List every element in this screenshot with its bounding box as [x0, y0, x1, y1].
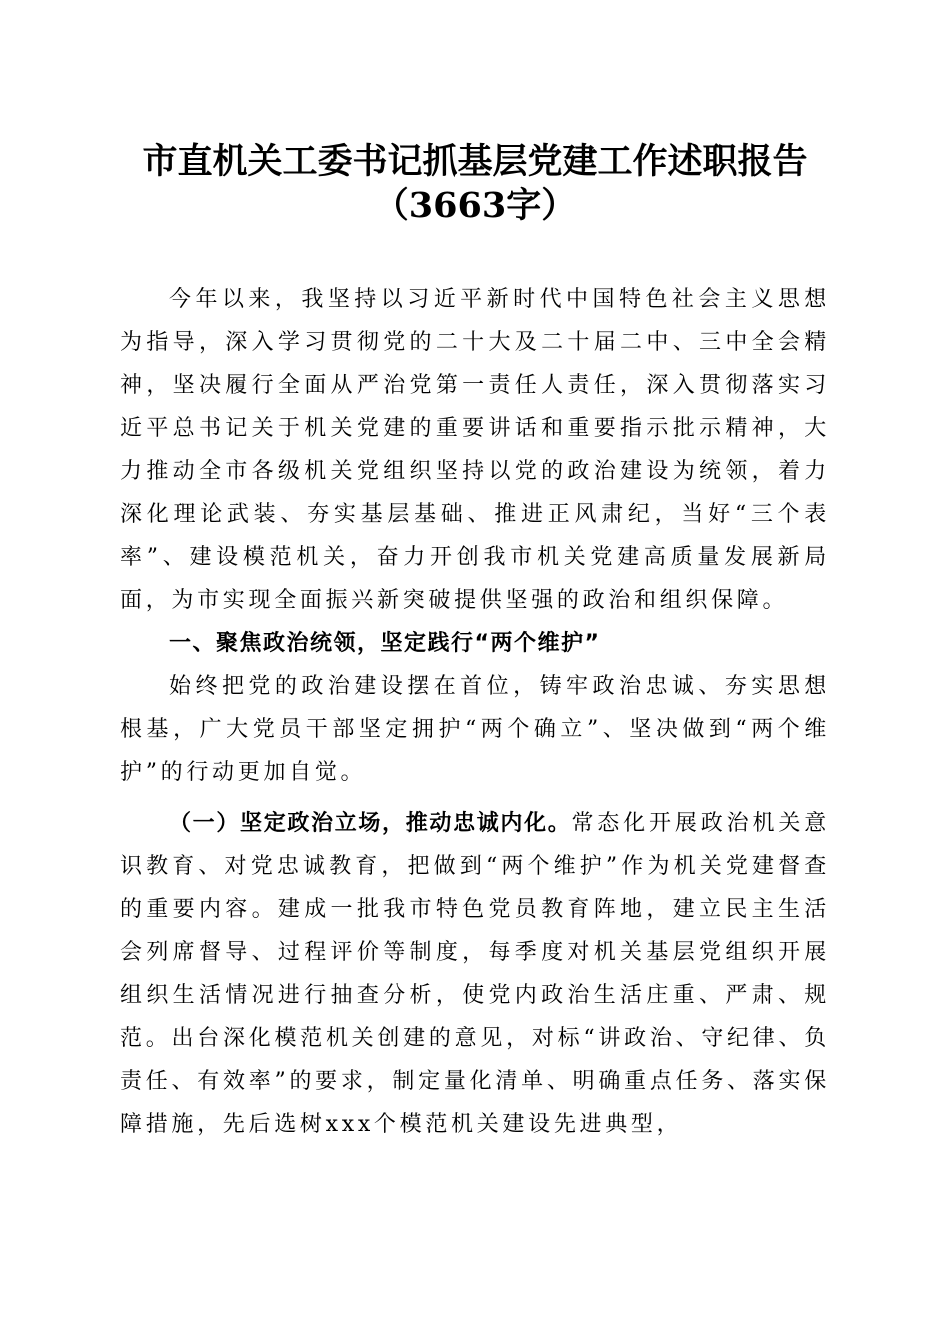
section-heading-1: 一、聚焦政治统领，坚定践行“两个维护” — [169, 631, 601, 656]
document-body — [120, 278, 830, 1146]
subsection1-text: 常态化开展政治机关意识教育、对党忠诚教育，把做到“两个维护”作为机关党建督查的重要内容。建成一批我市特色党员教育阵地，建立民主生活会列席督导、过程评价等制度，每季度对机关基层党组织开展组织生活情况进行抽查分析，使党内政治生活庄重、严肃、规范。出台深化模范机关创建的意见，对标“讲政治、守纪律、负责任、有效率”的要求，制定量化清单、明确重点任务、落实保障措施，先后选树xxx个模范机关建设先进典型， — [120, 811, 830, 1137]
subsection1-paragraph — [120, 802, 830, 1146]
document-word-count: （3663字） — [373, 185, 577, 226]
subsection1-heading: （一）坚定政治立场，推动忠诚内化。 — [169, 811, 572, 836]
intro-paragraph: 今年以来，我坚持以习近平新时代中国特色社会主义思想为指导，深入学习贯彻党的二十大及二十届二中、三中全会精神，坚决履行全面从严治党第一责任人责任，深入贯彻落实习近平总书记关于机关党建的重要讲话和重要指示批示精神，大力推动全市各级机关党组织坚持以党的政治建设为统领，着力深化理论武装、夯实基层基础、推进正风肃纪，当好“三个表率”、建设模范机关，奋力开创我市机关党建高质量发展新局面，为市实现全面振兴新突破提供坚强的政治和组织保障。 — [120, 287, 830, 613]
document-title: 市直机关工委书记抓基层党建工作述职报告 — [142, 141, 808, 182]
section1-intro-paragraph: 始终把党的政治建设摆在首位，铸牢政治忠诚、夯实思想根基，广大党员干部坚定拥护“两个确立”、坚决做到“两个维护”的行动更加自觉。 — [120, 674, 830, 785]
